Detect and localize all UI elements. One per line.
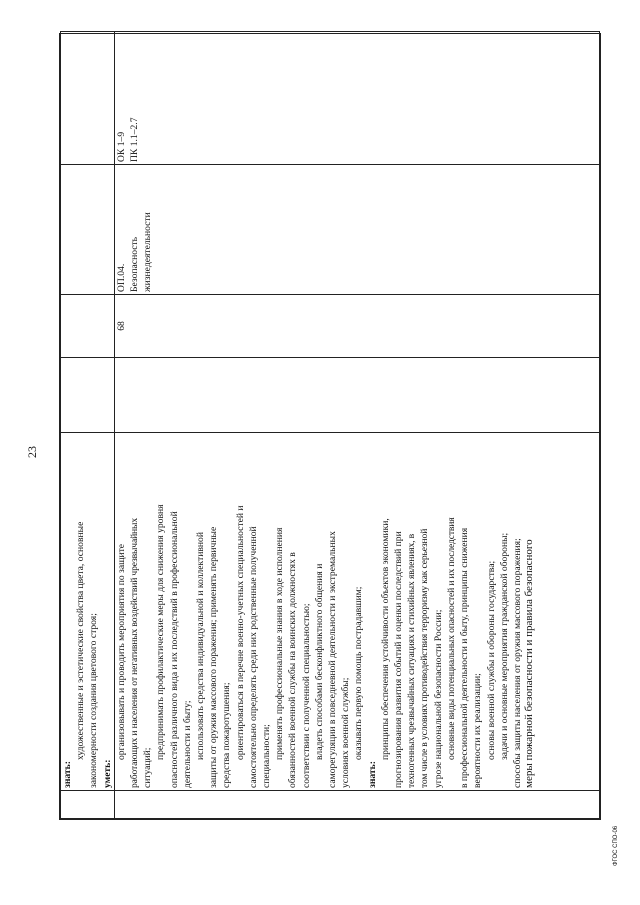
text-line: применять профессиональные знания в ходе исполнения [274, 527, 286, 760]
hours-value: 68 [115, 321, 127, 331]
text-line: оказывать первую помощь пострадавшим; [353, 586, 365, 760]
cell-code [114, 791, 599, 819]
text-line: саморегуляции в повседневной деятельности и экстремальных [327, 531, 339, 788]
discipline-code: ОП.04. [115, 263, 127, 292]
competence-code: ОК 1–9 [115, 131, 127, 162]
znat-label: знать: [62, 761, 73, 788]
cell-hours-max [114, 358, 599, 433]
cell-content [61, 433, 115, 791]
text-line: организовывать и проводить мероприятия по защите [115, 543, 127, 760]
text-line: обязанностей военной службы на воинских должностях в [287, 552, 299, 788]
page-number: 23 [25, 446, 39, 458]
text-line: художественные и эстетические свойства цвета, основные [75, 521, 87, 760]
text-line: средства пожаротушения; [221, 682, 233, 788]
text-line: принципы обеспечения устойчивости объектов экономики, [379, 518, 391, 760]
cell-competences [114, 32, 599, 165]
text-line: закономерности создания цветового строя; [88, 613, 100, 788]
text-line: задачи и основные мероприятия гражданской обороны; [498, 532, 510, 760]
curriculum-table [59, 33, 601, 820]
competence-code: ПК 1.1–2.7 [129, 117, 141, 162]
text-line: ориентироваться в перечне военно-учетных специальностей и [234, 505, 246, 760]
cell-discipline [114, 165, 599, 295]
discipline-name: жизнедеятельности [142, 212, 154, 292]
text-line: владеть способами бесконфликтного общения и [313, 563, 325, 760]
text-line: самостоятельно определять среди них родственные полученной [247, 526, 259, 788]
text-line: способы защиты населения от оружия массового поражения; [511, 538, 523, 788]
text-line: вероятности их реализации; [472, 673, 484, 788]
cell-hours [114, 295, 599, 358]
text-line: основные виды потенциальных опасностей и их последствия [445, 517, 457, 760]
umet-label: уметь: [101, 759, 113, 788]
discipline-name: Безопасность [129, 236, 141, 292]
text-line: в профессиональной деятельности и быту, принципы снижения [459, 527, 471, 788]
text-line: условиях военной службы; [340, 677, 352, 788]
text-line: опасностей различного вида и их последствий в профессиональной [168, 511, 180, 788]
cell-hours [61, 295, 115, 358]
cell-competences [61, 32, 115, 165]
text-line: прогнозирования развития событий и оценки последствий при [393, 531, 405, 788]
text-line: техногенных чрезвычайных ситуациях и стихийных явлениях, в [406, 534, 418, 788]
text-line: использовать средства индивидуальной и коллективной [195, 532, 207, 760]
text-line: защиты от оружия массового поражения; применять первичные [208, 526, 220, 788]
cell-code [61, 791, 115, 819]
text-line: работающих и населения от негативных воздействий чрезвычайных [129, 518, 141, 788]
text-line-cut: меры пожарной безопасности и правила безопасного [523, 539, 536, 788]
cell-hours-max [61, 358, 115, 433]
text-line: угрозе национальной безопасности России; [432, 609, 444, 788]
text-line: предпринимать профилактические меры для снижения уровня [155, 504, 167, 760]
table-row-main [114, 32, 599, 819]
table-row-top [61, 32, 115, 819]
znat-label: знать: [366, 761, 378, 788]
footer-label: ФГОС СПО-06 [613, 825, 619, 866]
cell-content [114, 433, 599, 791]
text-line: ситуаций; [142, 747, 154, 788]
cell-discipline [61, 165, 115, 295]
text-line: соответствии с полученной специальностью; [300, 603, 312, 788]
text-line: основы военной службы и обороны государства; [485, 560, 497, 760]
text-line: том числе в условиях противодействия терроризму как серьезной [419, 528, 431, 788]
text-line: специальности; [261, 724, 273, 788]
text-line: деятельности и быту; [181, 700, 193, 788]
